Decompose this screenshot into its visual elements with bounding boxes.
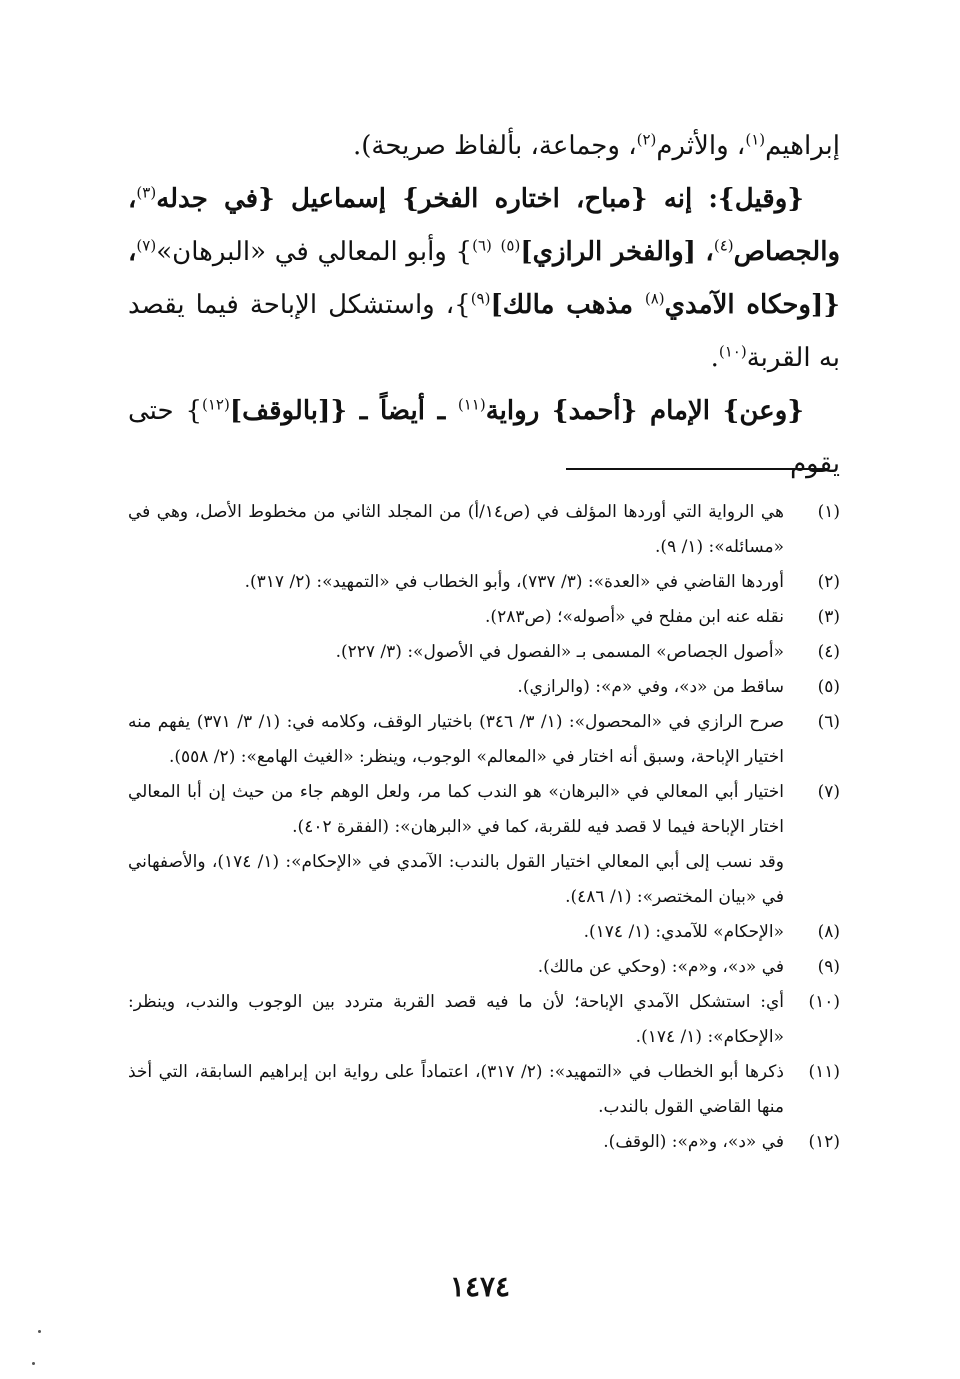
footnote-text: «الإحكام» للآمدي: (١/ ١٧٤). (583, 922, 784, 942)
footnote-number: (٧) (817, 782, 840, 802)
footnote-ref[interactable]: (٥) (500, 236, 521, 255)
footnote-number: (٨) (817, 922, 840, 942)
footnote-number: (٥) (817, 677, 840, 697)
footnote-ref[interactable]: (١٢) (202, 395, 230, 414)
footnote-divider (566, 468, 828, 470)
footnote-number: (٤) (817, 642, 840, 662)
footnote-text: هي الرواية التي أوردها المؤلف في (ص١٤/أ) من المجلد الثاني من مخطوط الأصل، وهي في «مسائله»: (١/ ٩). (128, 502, 784, 557)
footnote-text: في «د»، و«م»: (وحكي عن مالك). (537, 957, 784, 977)
text-run: {وعن} الإمام {أحمد} رواية (485, 396, 804, 426)
text-run: مذهب مالك] (490, 290, 645, 320)
footnote-ref[interactable]: (٢) (636, 130, 657, 149)
text-run: ، والجصاص (128, 184, 840, 267)
text-run: ، [والفخر الرازي] (520, 237, 714, 267)
footnote-text: اختيار أبي المعالي في «البرهان» هو الندب كما مر، ولعل الوهم جاء من حيث إن أبا المعالي اختار الإباحة فيما لا قصد فيه للقربة، كما في «البرهان»: (الفقرة ٤٠٢). (128, 782, 784, 837)
footnote (128, 950, 840, 985)
text-run: ، {[وحكاه الآمدي (128, 237, 840, 320)
footnote (128, 495, 840, 565)
footnote-number: (١٠) (808, 992, 840, 1012)
footnote-number: (٩) (817, 957, 840, 977)
text-run: } حتى يقوم (128, 396, 840, 479)
footnote-ref[interactable]: (٤) (713, 236, 734, 255)
footnote (128, 705, 840, 775)
text-run: . (710, 343, 719, 373)
scan-speck (38, 1330, 41, 1333)
footnote-ref[interactable]: (٦) (472, 236, 492, 255)
footnote (128, 635, 840, 670)
footnote-ref[interactable]: (١١) (457, 395, 486, 414)
footnote-text: «أصول الجصاص» المسمى بـ «الفصول في الأصول»: (٣/ ٢٢٧). (335, 642, 784, 662)
footnote-ref[interactable]: (٩) (470, 289, 491, 308)
footnotes (128, 495, 840, 1160)
footnote-text: في «د»، و«م»: (الوقف). (603, 1132, 784, 1152)
main-paragraph-1 (128, 120, 840, 173)
footnote (128, 565, 840, 600)
footnote-text: أوردها القاضي في «العدة»: (٣/ ٧٣٧)، وأبو الخطاب في «التمهيد»: (٢/ ٣١٧). (244, 572, 784, 592)
footnote (128, 1125, 840, 1160)
footnote-ref[interactable]: (١٠) (718, 342, 747, 361)
footnote-number: (٣) (817, 607, 840, 627)
scan-speck (32, 1362, 35, 1365)
footnote-ref[interactable]: (١) (745, 130, 766, 149)
main-text (128, 120, 840, 491)
footnote (128, 1055, 840, 1125)
footnote-text: صرح الرازي في «المحصول»: (١/ ٣/ ٣٤٦) باختيار الوقف، وكلامه في: (١/ ٣/ ٣٧١) يفهم منه اختيار الإباحة، وسبق أنه اختار في «المعالم» الوجوب، وينظر: «الغيث الهامع»: (٢/ ٥٥٨). (128, 712, 785, 767)
footnote-number: (١) (817, 502, 840, 522)
footnote-ref[interactable]: (٧) (136, 236, 157, 255)
footnote-number: (٢) (817, 572, 840, 592)
text-run: } وأبو المعالي في «البرهان» (156, 237, 473, 267)
footnote-ref[interactable]: (٨) (644, 289, 665, 308)
footnote-text: نقله عنه ابن مفلح في «أصوله»؛ (ص٢٨٣). (485, 607, 784, 627)
footnote-text: ساقط من «د»، وفي «م»: (والرازي). (517, 677, 784, 697)
footnote (128, 985, 840, 1055)
main-paragraph-3 (128, 385, 840, 491)
footnote (128, 775, 840, 915)
footnote-number: (٦) (817, 712, 840, 732)
text-run: إبراهيم (765, 131, 840, 161)
text-run: ـ أيضاً ـ {[بالوقف] (229, 396, 458, 426)
footnote-text: ذكرها أبو الخطاب في «التمهيد»: (٢/ ٣١٧)، اعتماداً على رواية ابن إبراهيم السابقة، التي أخذ منها القاضي القول بالندب. (128, 1062, 784, 1117)
text-run: }، واستشكل الإباحة فيما يقصد به القربة (128, 290, 840, 373)
footnote (128, 670, 840, 705)
page-content (128, 120, 840, 1152)
text-run: ، والأثرم (656, 131, 746, 161)
text-run: {وقيل}: إنه {مباح، اختاره الفخر} إسماعيل {في جدله (156, 184, 804, 214)
footnote-number: (١١) (808, 1062, 840, 1082)
footnote-number: (١٢) (808, 1132, 840, 1152)
main-paragraph-2 (128, 173, 840, 385)
page-number: ١٤٧٤ (449, 1270, 511, 1303)
footnote-text: أي: استشكل الآمدي الإباحة؛ لأن ما فيه قصد القربة متردد بين الوجوب والندب، وينظر: «الإحكام»: (١/ ١٧٤). (128, 992, 784, 1047)
footnote (128, 915, 840, 950)
footnote (128, 600, 840, 635)
text-run: ، وجماعة، بألفاظ صريحة). (352, 131, 637, 161)
footnote-text: وقد نسب إلى أبي المعالي اختيار القول بالندب: الآمدي في «الإحكام»: (١/ ١٧٤)، والأصفهاني في «بيان المختصر»: (١/ ٤٨٦). (128, 852, 785, 907)
footnote-ref[interactable]: (٣) (136, 183, 157, 202)
